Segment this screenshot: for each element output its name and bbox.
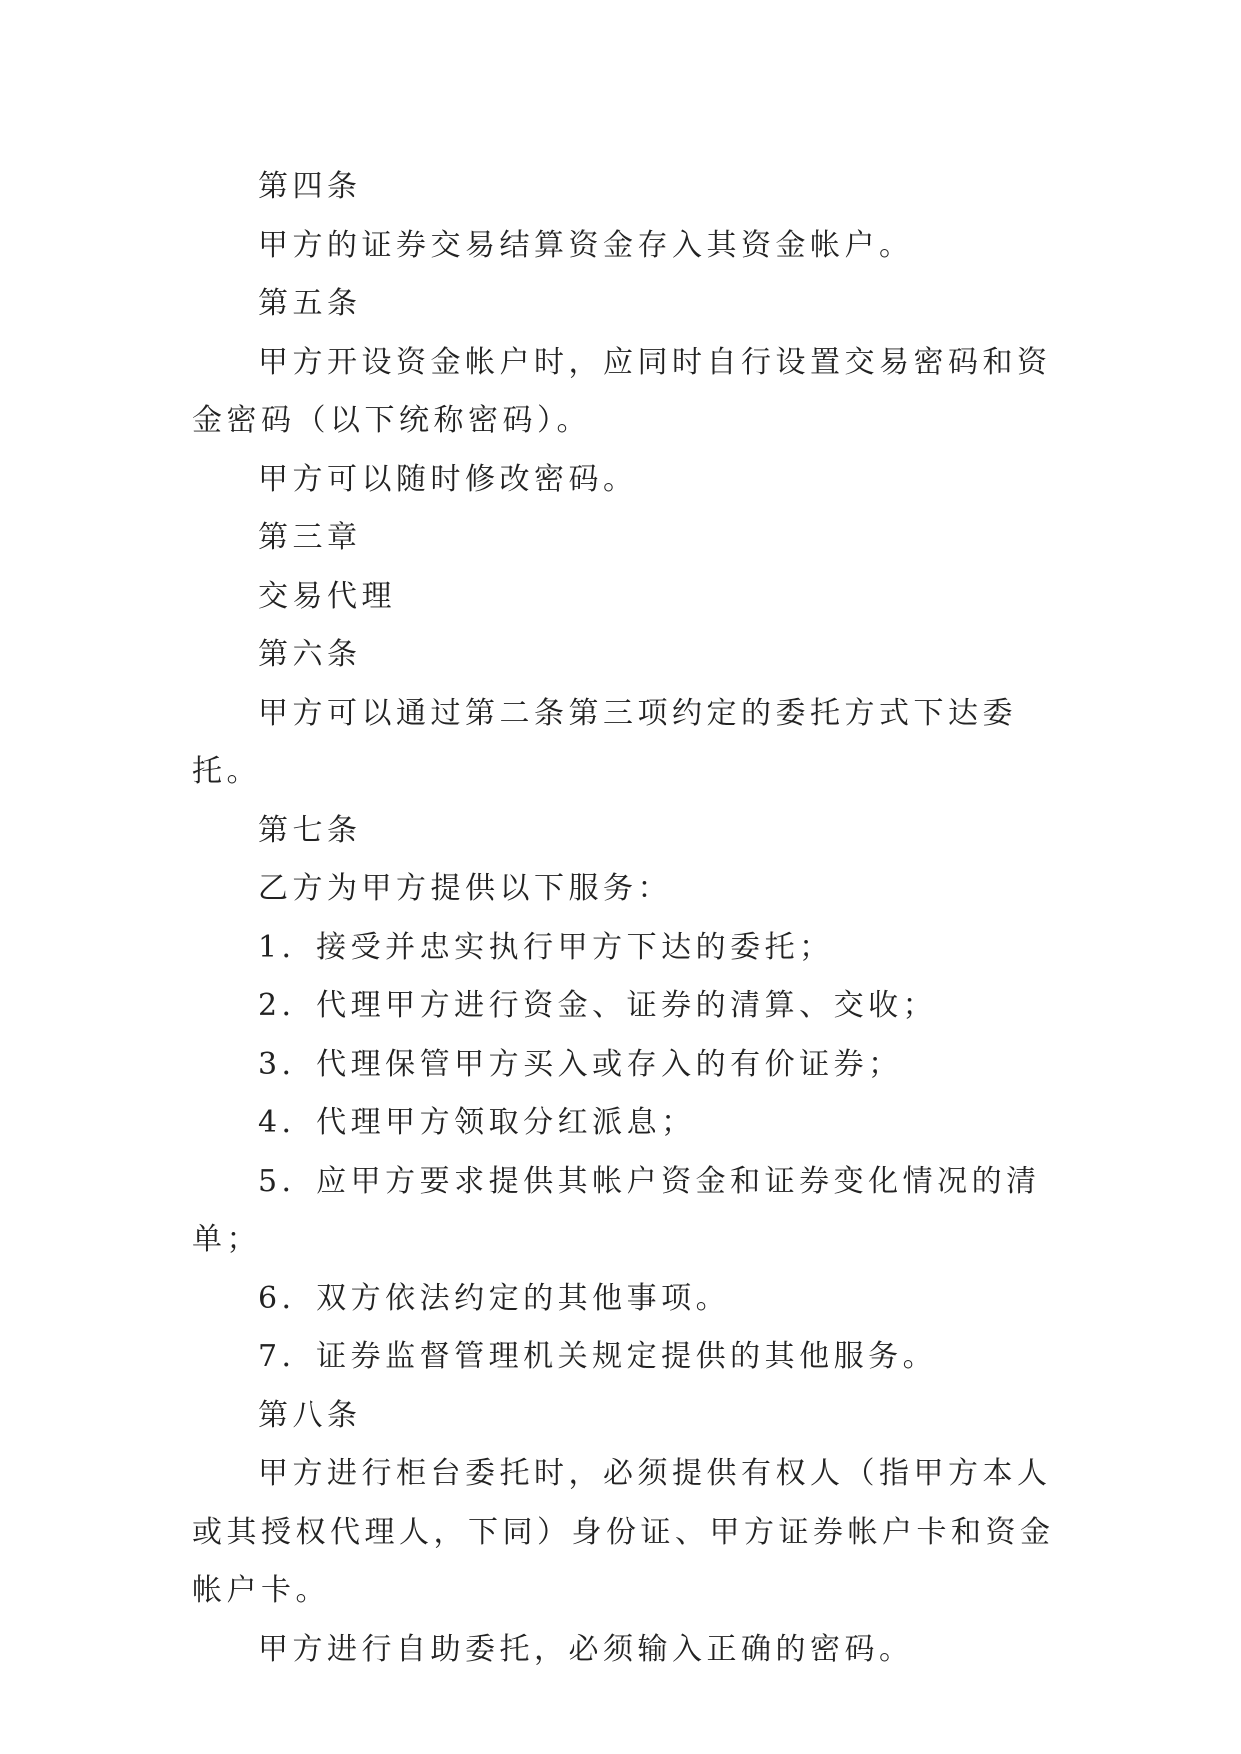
paragraph: 甲方进行柜台委托时，必须提供有权人（指甲方本人或其授权代理人，下同）身份证、甲方证券帐户卡和资金帐户卡。 xyxy=(192,1456,1055,1608)
article-heading: 第八条 xyxy=(258,1397,362,1433)
list-item: 5．应甲方要求提供其帐户资金和证券变化情况的清单； xyxy=(192,1163,1041,1257)
paragraph: 甲方可以随时修改密码。 xyxy=(258,461,638,497)
paragraph: 甲方开设资金帐户时，应同时自行设置交易密码和资金密码（以下统称密码）。 xyxy=(192,344,1052,438)
paragraph: 甲方的证券交易结算资金存入其资金帐户。 xyxy=(258,227,914,263)
list-item: 7．证券监督管理机关规定提供的其他服务。 xyxy=(258,1339,938,1374)
list-item: 2．代理甲方进行资金、证券的清算、交收； xyxy=(258,988,938,1023)
list-item: 4．代理甲方领取分红派息； xyxy=(258,1105,696,1140)
article-heading: 第七条 xyxy=(258,812,362,848)
list-item: 1．接受并忠实执行甲方下达的委托； xyxy=(258,929,834,965)
chapter-title: 交易代理 xyxy=(258,578,396,614)
paragraph: 乙方为甲方提供以下服务： xyxy=(258,871,672,906)
document-body xyxy=(192,158,1062,1679)
paragraph: 甲方进行自助委托，必须输入正确的密码。 xyxy=(258,1631,914,1667)
list-item: 3．代理保管甲方买入或存入的有价证券； xyxy=(258,1046,903,1082)
chapter-heading: 第三章 xyxy=(258,520,362,555)
article-heading: 第五条 xyxy=(258,286,362,321)
list-item: 6．双方依法约定的其他事项。 xyxy=(258,1280,731,1316)
article-heading: 第六条 xyxy=(258,637,362,672)
paragraph: 甲方可以通过第二条第三项约定的委托方式下达委托。 xyxy=(192,695,1017,789)
article-heading: 第四条 xyxy=(258,169,362,204)
